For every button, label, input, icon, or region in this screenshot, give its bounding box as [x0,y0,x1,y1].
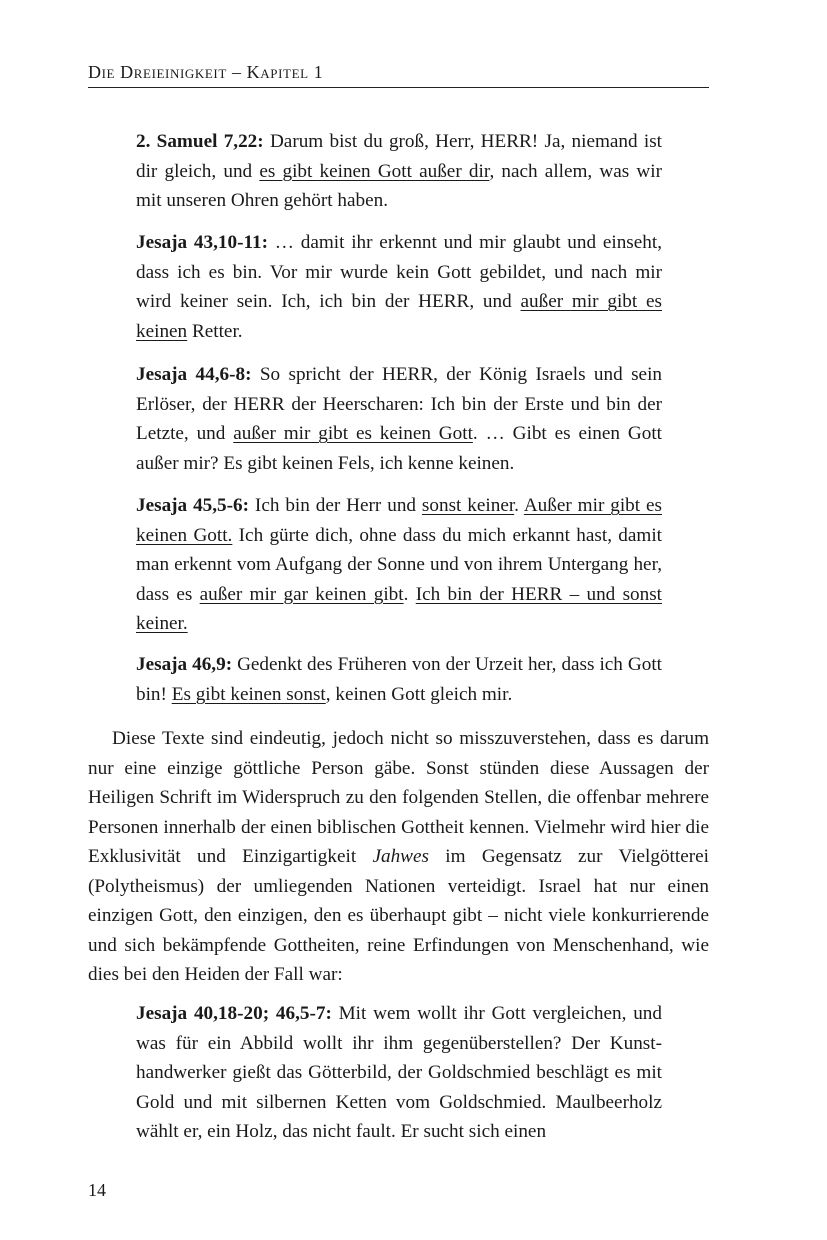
header-rule [88,87,709,88]
underlined-phrase: außer mir gibt es keinen [136,291,662,342]
scripture-reference: Jesaja 40,18-20; 46,5-7: [136,1003,332,1024]
text-run: , nach allem, was wir mit unseren Ohren gehört haben. [136,160,662,211]
text-run: Darum bist du groß, Herr, HERR! Ja, niemand ist dir gleich, und [136,131,662,182]
quote-jesaja-43-10-11 [136,228,662,346]
underlined-phrase: sonst keiner [421,495,515,516]
quote-2-samuel-7-22 [136,127,662,216]
text-run: , keinen Gott gleich mir. [325,683,513,705]
text-run: Gedenkt des Früheren von der Urzeit her, dass ich Gott bin! [136,654,662,705]
text-run: im Gegensatz zur Vielgötterei (Polytheismus) der umliegenden Nationen verteidigt. Israel hat nur einen einzigen Gott, den einzigen, den es überhaupt gibt – nicht viele konkurrierende und sich bekämpfende Gottheiten, reine Erfindungen von Menschenhand, wie dies bei den Heiden der Fall war: [88,846,709,985]
text-run: So spricht der HERR, der König Israels und sein Erlöser, der HERR der Heerscharen: Ich bin der Erste und bin der Letzte, und [136,364,662,444]
scripture-reference: 2. Samuel 7,22: [136,131,264,152]
underlined-phrase: Es gibt keinen sonst [171,683,326,705]
quote-jesaja-40-18-20-46-5-7 [136,999,662,1147]
underlined-phrase: Außer mir gibt es keinen Gott. [136,495,662,546]
scripture-reference: Jesaja 43,10-11: [136,232,269,253]
text-run: … damit ihr erkennt und mir glaubt und einseht, dass ich es bin. Vor mir wurde kein Gott gebildet, und nach mir wird keiner sein. Ich, ich bin der HERR, und [136,232,663,312]
quote-jesaja-45-5-6 [136,491,662,639]
scripture-reference: Jesaja 44,6-8: [136,364,252,385]
underlined-phrase: Ich bin der HERR – und sonst keiner. [136,583,663,634]
underlined-phrase: außer mir gar keinen gibt [199,583,404,605]
body-paragraph [88,724,709,990]
quote-jesaja-46-9 [136,650,662,709]
italic-term: Jahwes [372,846,429,867]
text-run: Diese Texte sind eindeutig, jedoch nicht so misszuverstehen, dass es darum nur eine einzige göttliche Person gäbe. Sonst stünden diese Aussagen der Heiligen Schrift im Widerspruch zu den folgenden Stellen, die offenbar mehrere Personen innerhalb der einen biblischen Gottheit kennen. Vielmehr wird hier die Exklusivität und Einzigartigkeit [88,728,709,867]
underlined-phrase: es gibt keinen Gott außer dir [259,160,490,182]
underlined-phrase: außer mir gibt es keinen Gott [233,423,473,444]
scripture-reference: Jesaja 45,5-6: [136,495,250,516]
text-run: Ich bin der Herr und [249,495,422,516]
text-run: Ich gürte dich, ohne dass du mich erkannt hast, damit man erkennt vom Aufgang der Sonne und von ihrem Untergang her, dass es [136,524,662,605]
running-head: Die Dreieinigkeit – Kapitel 1 [88,62,324,82]
quote-jesaja-44-6-8 [136,360,662,478]
text-run: . [403,583,416,605]
text-run: Mit wem wollt ihr Gott vergleichen, und was für ein Abbild wollt ihr ihm gegenüberstellen? Der Kunsthandwerker gießt das Götterbild, der Goldschmied beschlägt es mit Gold und mit silbernen Ketten vom Goldschmied. Maulbeerholz wählt er, ein Holz, das nicht fault. Er sucht sich einen [136,1003,662,1142]
text-run: Retter. [187,320,243,342]
text-run: . [514,495,524,516]
page-number: 14 [88,1180,106,1200]
text-run: . … Gibt es einen Gott außer mir? Es gibt keinen Fels, ich kenne keinen. [136,423,662,474]
scripture-reference: Jesaja 46,9: [136,654,233,675]
